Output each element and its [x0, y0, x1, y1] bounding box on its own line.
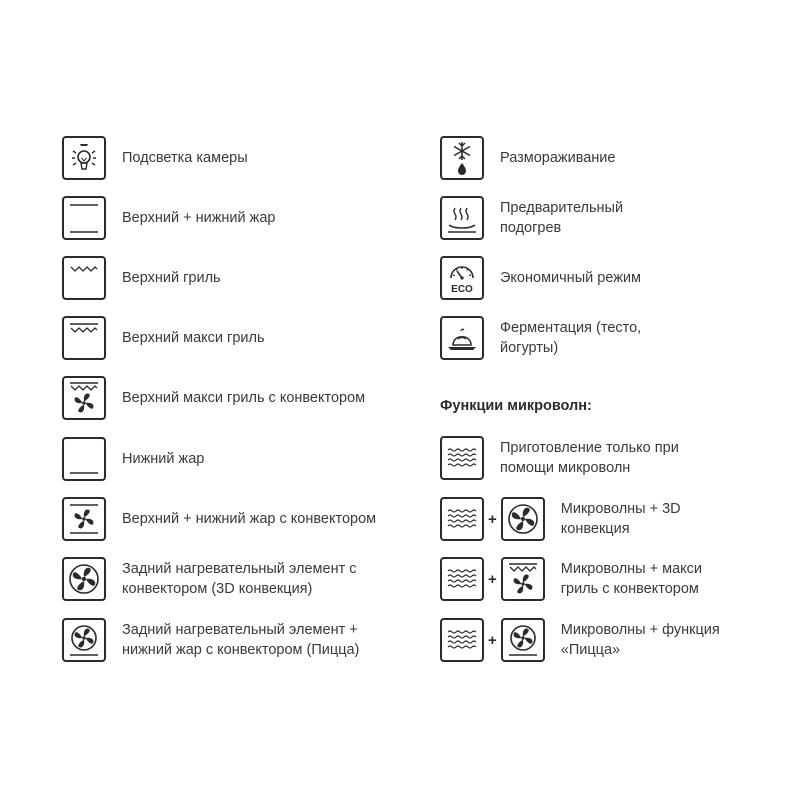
top-bottom-heat-icon — [62, 196, 106, 240]
mode-row-top-grill — [62, 256, 221, 300]
mode-row-defrost — [440, 136, 615, 180]
rear-element-fan-icon — [501, 497, 545, 541]
microwave-row-pizza — [440, 618, 720, 662]
microwave-icon — [440, 557, 484, 601]
chamber-light-icon — [62, 136, 106, 180]
mode-row-bottom-heat — [62, 437, 204, 481]
mode-row-top-bottom-heat — [62, 196, 276, 240]
mode-label: Микроволны + макси гриль с конвектором — [560, 561, 703, 597]
rear-element-bottom-fan-icon — [62, 618, 106, 662]
plus-sign: + — [488, 631, 497, 649]
mode-row-fermentation — [440, 316, 641, 360]
bottom-heat-icon — [62, 437, 106, 481]
preheat-icon — [440, 196, 484, 240]
mode-row-rear-element-fan — [62, 557, 357, 601]
microwave-heading: Функции микроволн: — [440, 398, 592, 414]
rear-element-fan-icon — [62, 557, 106, 601]
eco-mode-icon — [440, 256, 484, 300]
mode-label: Задний нагревательный элемент с конвектором (3D конвекция) — [122, 561, 357, 597]
mode-label: Верхний гриль — [122, 270, 221, 286]
microwave-icon — [440, 436, 484, 480]
top-maxi-grill-fan-icon — [501, 557, 545, 601]
mode-label: Микроволны + функция «Пицца» — [560, 622, 720, 658]
mode-label: Размораживание — [500, 150, 616, 166]
mode-label: Подсветка камеры — [122, 150, 248, 166]
fermentation-icon — [440, 316, 484, 360]
mode-label: Микроволны + 3D конвекция — [560, 501, 681, 537]
mode-row-preheat — [440, 196, 623, 240]
mode-label: Верхний макси гриль — [122, 330, 265, 346]
mode-row-eco — [440, 256, 641, 300]
top-maxi-grill-fan-icon — [62, 376, 106, 420]
microwave-icon — [440, 497, 484, 541]
mode-label: Верхний макси гриль с конвектором — [122, 390, 366, 406]
microwave-row-3d — [440, 497, 681, 541]
plus-sign: + — [488, 510, 497, 528]
eco-badge-text: ECO — [451, 284, 473, 295]
mode-row-top-bottom-heat-fan — [62, 497, 376, 541]
rear-element-bottom-fan-icon — [501, 618, 545, 662]
top-grill-icon — [62, 256, 106, 300]
microwave-icon — [440, 618, 484, 662]
top-maxi-grill-icon — [62, 316, 106, 360]
mode-row-chamber-light — [62, 136, 248, 180]
mode-label: Экономичный режим — [500, 270, 641, 286]
mode-label: Предварительный подогрев — [500, 200, 624, 236]
mode-label: Приготовление только при помощи микроволн — [500, 440, 679, 476]
mode-row-top-maxi-grill-fan — [62, 376, 365, 420]
microwave-row-only — [440, 436, 679, 480]
mode-row-rear-element-bottom-fan — [62, 618, 359, 662]
mode-label: Верхний + нижний жар с конвектором — [122, 511, 377, 527]
mode-label: Верхний + нижний жар — [122, 210, 276, 226]
mode-label: Ферментация (тесто, йогурты) — [500, 320, 642, 356]
defrost-icon — [440, 136, 484, 180]
mode-row-top-maxi-grill — [62, 316, 265, 360]
plus-sign: + — [488, 570, 497, 588]
mode-label: Задний нагревательный элемент + нижний жар с конвектором (Пицца) — [122, 622, 360, 658]
top-bottom-heat-fan-icon — [62, 497, 106, 541]
mode-label: Нижний жар — [122, 451, 205, 467]
microwave-row-maxi-grill-fan — [440, 557, 702, 601]
